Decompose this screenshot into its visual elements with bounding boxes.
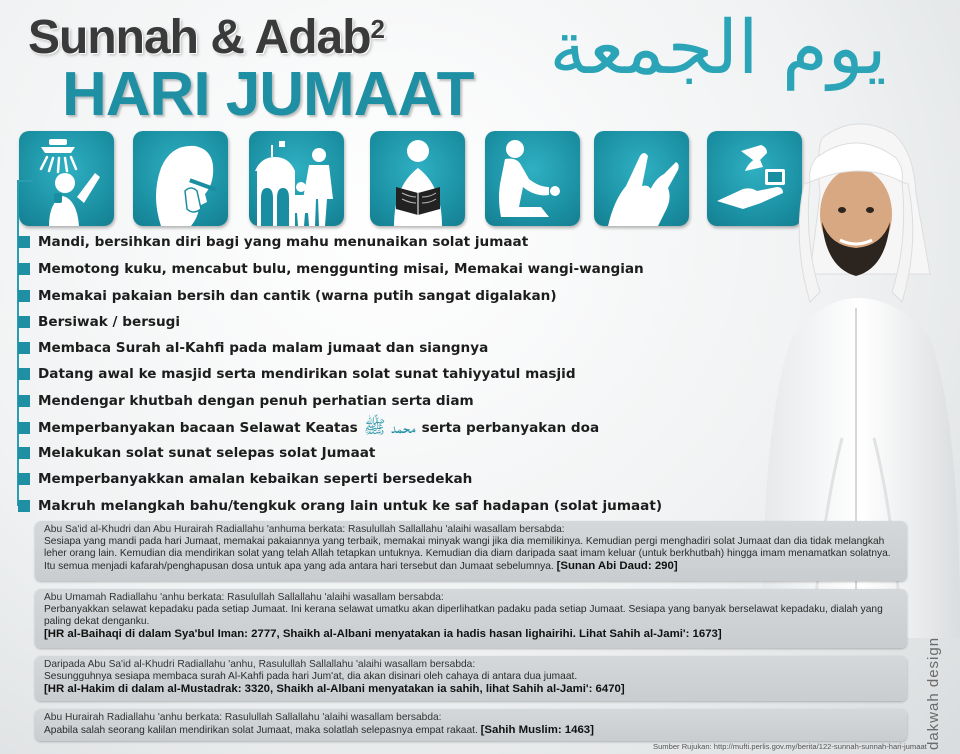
arabic-title: يوم الجمعة [549,5,887,91]
watermark: dakwah design [925,636,942,750]
bullet [18,368,30,380]
list-item: Membaca Surah al-Kahfi pada malam jumaat dan siangnya [18,338,488,358]
bullet [18,263,30,275]
reading-quran-icon [370,131,465,226]
bullet [18,316,30,328]
family-to-mosque-icon [249,131,344,226]
list-item: Mandi, bersihkan diri bagi yang mahu menunaikan solat jumaat [18,232,528,252]
bullet [18,342,30,354]
list-item: Memotong kuku, mencabut bulu, menggunting misai, Memakai wangi-wangian [18,259,644,279]
miswak-icon [133,131,228,226]
hadith-panel: Abu Umamah Radiallahu 'anhu berkata: Rasulullah Sallallahu 'alaihi wasallam bersabda: Perbanyakkan selawat kepadaku pada setiap Jumaat. Ini kerana selawat umatku akan diperlihatkan padaku pada setiap Jumaat. Sesiapa yang banyak berselawat kepadaku, dialah yang paling dekat denganku. [HR al-Baihaqi di dalam Sya'bul Iman: 2777, Shaikh al-Albani menyatakan ia hadis hasan lighairihi. Lihat Sahih al-Jami': 1673] [35,589,907,648]
list-item: Makruh melangkah bahu/tengkuk orang lain untuk ke saf hadapan (solat jumaat) [18,496,662,516]
muhammad-calligraphy-icon: محمد ﷺ [363,417,416,438]
title-hari-jumaat: HARI JUMAAT [62,60,474,129]
list-item: Datang awal ke masjid serta mendirikan solat sunat tahiyyatul masjid [18,364,576,384]
sitting-prayer-icon [485,131,580,226]
source-reference: Sumber Rujukan: http://mufti.perlis.gov.my/berita/122-sunnah-sunnah-hari-jumaat [653,742,927,751]
shower-icon [19,131,114,226]
bullet [18,290,30,302]
hadith-panel: Abu Sa'id al-Khudri dan Abu Hurairah Radiallahu 'anhuma berkata: Rasulullah Sallallahu 'alaihi wasallam bersabda: Sesiapa yang mandi pada hari Jumaat, memakai pakaiannya yang terbaik, memakai minyak wangi jika dia memilikinya. Kemudian pergi menghadiri solat Jumaat dan dia tidak melangkah leher orang lain. Kemudian dia mendirikan solat yang telah Allah tetapkan untuknya. Kemudian dia diam daripada saat imam keluar (untuk berkhutbah) hingga imam menamatkan solatnya. Itu semua menjadi kafarah/penghapusan dosa untuk apa yang ada antara hari tersebut dan Jumaat sebelumnya. [Sunan Abi Daud: 290] [35,521,907,581]
hadith-panel: Daripada Abu Sa'id al-Khudri Radiallahu 'anhu, Rasulullah Sallallahu 'alaihi wasallam bersabda: Sesungguhnya sesiapa membaca surah Al-Kahfi pada hari Jum'at, dia akan disinari oleh cahaya di antara dua jumaat. [HR al-Hakim di dalam al-Mustadrak: 3320, Shaikh al-Albani menyatakan ia sahih, lihat Sahih al-Jami': 6470] [35,656,907,701]
bullet [18,395,30,407]
bullet [18,500,30,512]
hadith-panel: Abu Hurairah Radiallahu 'anhu berkata: Rasulullah Sallallahu 'alaihi wasallam bersabda: Apabila salah seorang kalilan mendirikan solat Jumaat, maka solatlah selepasnya empat rakaat. [Sahih Muslim: 1463] [35,709,907,741]
bullet [18,236,30,248]
praying-hands-icon [594,131,689,226]
list-item: Bersiwak / bersugi [18,312,180,332]
list-item: Mendengar khutbah dengan penuh perhatian serta diam [18,391,474,411]
title-sunnah-adab: Sunnah & Adab$^2$ [28,11,385,64]
list-item: Memperbanyakan bacaan Selawat Keatas محمد ﷺ serta perbanyakan doa [18,418,599,438]
list-item: Memakai pakaian bersih dan cantik (warna putih sangat digalakan) [18,286,557,306]
tree-connector-horizontal [17,180,33,182]
bullet [18,422,30,434]
bullet [18,447,30,459]
list-item: Melakukan solat sunat selepas solat Jumaat [18,443,375,463]
list-item: Memperbanyakkan amalan kebaikan seperti bersedekah [18,469,472,489]
bullet [18,473,30,485]
